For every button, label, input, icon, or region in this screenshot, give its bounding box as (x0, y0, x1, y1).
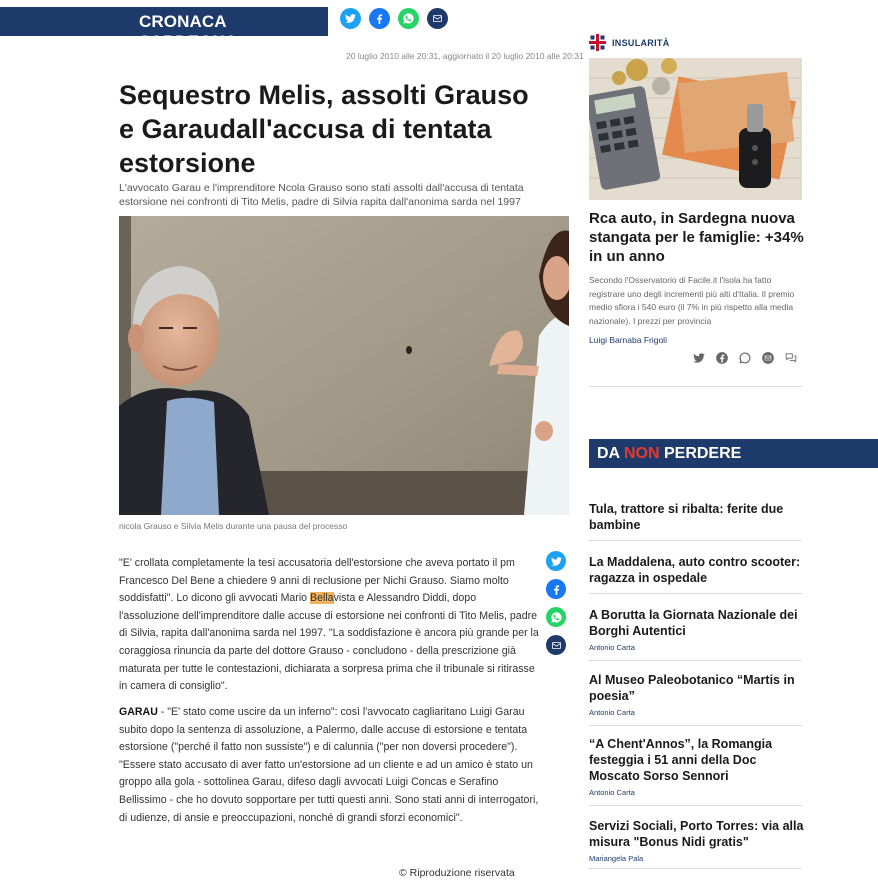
sidebar-article-author[interactable]: Luigi Barnaba Frigoli (589, 335, 667, 345)
twitter-icon[interactable] (692, 351, 706, 365)
facebook-icon[interactable] (715, 351, 729, 365)
comments-icon[interactable] (784, 351, 798, 365)
category-label[interactable]: INSULARITÀ (612, 37, 670, 48)
article-subtitle: L'avvocato Garau e l'imprenditore Ncola Grauso sono stati assolti dall'accusa di tentata estorsione nei confronti di Tito Melis, padre di Silvia rapita dall'anonima sarda nel 1997 (119, 182, 524, 208)
mail-icon[interactable] (427, 8, 448, 29)
divider (589, 540, 802, 541)
article-photo (119, 216, 569, 515)
page-title: Sequestro Melis, assolti Grauso e Garaudall'accusa di tentata estorsione (119, 80, 529, 178)
da-non-perdere-header: DA NON PERDERE (589, 439, 878, 468)
twitter-icon[interactable] (340, 8, 361, 29)
list-item-author[interactable]: Antonio Carta (589, 708, 635, 717)
divider (589, 593, 802, 594)
mail-icon[interactable] (761, 351, 775, 365)
facebook-icon[interactable] (546, 579, 566, 599)
divider (589, 725, 802, 726)
list-item[interactable] (589, 501, 804, 533)
list-item[interactable] (589, 554, 804, 586)
whatsapp-icon[interactable] (546, 607, 566, 627)
list-item-title[interactable]: “A Chent'Annos”, la Romangia festeggia i 51 anni della Doc Moscato Sorso Sennori (589, 737, 773, 783)
divider (589, 805, 802, 806)
top-share-bar (340, 8, 448, 29)
list-item-author[interactable]: Antonio Carta (589, 788, 635, 797)
photo-caption: nicola Grauso e Silvia Melis durante una pausa del processo (119, 521, 348, 531)
sidebar-share-bar (692, 351, 798, 365)
divider (589, 660, 802, 661)
list-item-title[interactable]: Servizi Sociali, Porto Torres: via alla misura "Bonus Nidi gratis" (589, 819, 804, 849)
section-header[interactable] (0, 7, 328, 51)
article-paragraph-2: GARAU - "E' stato come uscire da un inferno": così l'avvocato cagliaritano Luigi Garau subito dopo la sentenza di assoluzione, a Palermo, dalle accuse di estorsione e tentata estorsione ("perché il fatto non sussiste") e di calunnia ("per non doversi procedere"). "Essere stato accusato di aver fatto un'estorsione ad un cliente e ad un amico è stato un groppo alla gola - sottolinea Garau, difeso dagli avvocati Luigi Concas e Serafino Bellissimo - che ho dovuto sopportare per tutti questi anni. Sono stati anni di interrogatori, di udienze, di ansie e preoccupazioni, nonché di grandi sforzi economici". (119, 706, 539, 824)
list-item-title[interactable]: Al Museo Paleobotanico “Martis in poesia” (589, 673, 795, 703)
mail-icon[interactable] (546, 635, 566, 655)
list-item[interactable] (589, 607, 804, 652)
section-title[interactable]: CRONACA SARDEGNA (139, 12, 238, 51)
list-item[interactable] (589, 736, 804, 797)
paragraph-lead: GARAU (119, 706, 158, 718)
divider (589, 386, 802, 387)
list-item-title[interactable]: A Borutta la Giornata Nazionale dei Borghi Autentici (589, 608, 798, 638)
whatsapp-icon[interactable] (398, 8, 419, 29)
sidebar-article-excerpt: Secondo l'Osservatorio di Facile.it l'isola ha fatto registrare uno degli incrementi più alti d'Italia. Il premio medio sfiora i 540 euro (il 7% in più rispetto alla media nazionale). I prezzi per provincia (589, 275, 795, 326)
search-highlight: Bella (310, 592, 334, 605)
list-item[interactable] (589, 818, 804, 863)
list-item-author[interactable]: Mariangela Pala (589, 854, 644, 863)
list-item[interactable] (589, 672, 804, 717)
list-item-title[interactable]: Tula, trattore si ribalta: ferite due bambine (589, 502, 784, 532)
sidebar-article-title[interactable]: Rca auto, in Sardegna nuova stangata per le famiglie: +34% in un anno (589, 210, 804, 265)
side-share-bar (546, 551, 566, 655)
divider (589, 868, 802, 869)
list-item-author[interactable]: Antonio Carta (589, 643, 635, 652)
article-paragraph-1: "E' crollata completamente la tesi accusatoria dell'estorsione che aveva portato il pm Francesco Del Bene a chiedere 9 anni di reclusione per Nichi Grauso. Siamo molto soddisfatti". Lo dicono gli avvocati Mario Bellavista e Alessandro Diddi, dopo l'assoluzione dell'imprenditore dalle accuse di estorsione nei confronti di Tito Melis, padre di Silvia, rapita dall'anonima sarda nel 1997. "La soddisfazione è ancora più grande per la coraggiosa rinuncia da parte del dottore Grauso - concludono - della prescrizione già maturata per tutte le contestazioni, dichiarata a sorpresa prima che il tribunale si ritirasse in camera di consiglio". (119, 557, 539, 693)
copyright-note: © Riproduzione riservata (399, 867, 515, 879)
sidebar-category[interactable] (589, 34, 670, 51)
list-item-title[interactable]: La Maddalena, auto contro scooter: ragazza in ospedale (589, 555, 801, 585)
facebook-icon[interactable] (369, 8, 390, 29)
whatsapp-icon[interactable] (738, 351, 752, 365)
sidebar-article-image[interactable] (589, 58, 802, 200)
article-dateline: 20 luglio 2010 alle 20:31, aggiornato il 20 luglio 2010 alle 20:31 (346, 51, 584, 61)
sardinia-flag-icon (589, 34, 606, 51)
twitter-icon[interactable] (546, 551, 566, 571)
